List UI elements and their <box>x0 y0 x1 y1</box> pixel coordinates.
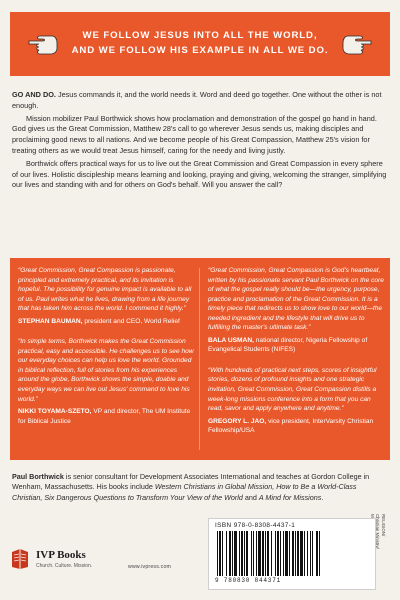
banner-line-2: AND WE FOLLOW HIS EXAMPLE IN ALL WE DO. <box>71 45 329 56</box>
endorser-name: BALA USMAN, <box>208 336 254 344</box>
author-bio-end: . <box>321 492 324 502</box>
isbn-label: ISBN 978-0-8308-4437-1 <box>215 522 296 529</box>
endorsement-attribution <box>208 417 386 436</box>
barcode-digits: 9 780830 844371 <box>215 577 282 584</box>
tagline-banner <box>10 12 390 76</box>
endorser-title: national director, Nigeria Fellowship of Evangelical Students (NIFES) <box>208 336 368 354</box>
ivp-logo-icon <box>10 548 30 570</box>
endorsement-attribution <box>18 407 196 426</box>
pointing-hand-right-icon <box>28 32 58 56</box>
author-book-last: A Mind for Missions <box>258 492 322 502</box>
endorser-title: president and CEO, World Relief <box>82 317 180 325</box>
endorsement-quote: “With hundreds of practical next steps, scores of insightful stories, dozens of profound insights and one strategic invitation, Great Commission, Great Compassion distills a week-long missions conference into a form that you can read, savor and apply anywhere and anytime.” <box>208 366 377 413</box>
description-paragraph-3: Borthwick offers practical ways for us to live out the Great Commission and Great Compassion in every sphere of our lives. Holistic discipleship means learning and looking, praying and giving, welcoming the stranger, simplifying our lives and standing with and for others on God's behalf. Will you answer the call? <box>12 158 387 190</box>
author-bio-text: is senior consultant for Development Associates International and teaches at Gordon College in Wenham, Massachusetts. His books include <box>12 472 370 492</box>
endorsement-attribution <box>18 317 196 327</box>
description <box>12 90 388 193</box>
column-divider <box>199 268 200 450</box>
endorsement-quote: “In simple terms, Borthwick makes the Great Commission practical, easy and accessible. He challenges us to see how our everyday choices can help us love the world. Grounded in biblical reflection, full of stories from his experiences around the globe, Borthwick shows the simple, doable and everyday ways we can live out Jesus' command to love his world.” <box>18 338 194 403</box>
endorsement-attribution <box>208 336 386 355</box>
endorsement-quote: “Great Commission, Great Compassion is passionate, principled and extremely practical, and its invitation is hopeful. The possibility for genuine impact is available to all of us. Paul writes what he lives, drawing from a life journey that has taken him across the world. I commend it highly.” <box>18 267 192 313</box>
barcode-icon <box>215 531 371 576</box>
endorsement-quote: “Great Commission, Great Compassion is God's heartbeat, written by his passionate servant Paul Borthwick on the core of what the gospel really should be—the urgency, purpose, practice and proclamation of the Great Commission. It is a timely piece that redirects us to show love to our world—the needed ingredient and the lifestyle that will drive us to fulfilling the master's ultimate task.” <box>208 267 384 332</box>
endorser-name: GREGORY L. JAO, <box>208 417 267 425</box>
publisher-website-link[interactable]: www.ivpress.com <box>128 564 172 570</box>
author-name: Paul Borthwick <box>12 472 64 481</box>
banner-text <box>72 29 329 59</box>
pointing-hand-left-icon <box>342 32 372 56</box>
author-bio <box>12 472 388 503</box>
banner-line-1: WE FOLLOW JESUS INTO ALL THE WORLD, <box>82 30 318 42</box>
endorsements-panel <box>10 258 390 460</box>
endorser-title: vice president, InterVarsity Christian Fellowship/USA <box>208 417 374 435</box>
publisher-name: IVP Books <box>36 549 86 561</box>
description-paragraph-2: Mission mobilizer Paul Borthwick shows how proclamation and demonstration of the gospel go hand in hand. God gives us the Great Commission, Matthew 28's call to go wherever Jesus sends us, making disciples and proclaiming good news to all nations. And we become people of his Great Compassion, Matthew 25's vision for treating others as we would treat Jesus himself, caring for the needy and living justly. <box>12 113 377 155</box>
category-line-2: Christian Ministry/ <box>375 514 381 549</box>
isbn-barcode-box <box>208 518 376 590</box>
lead-in: GO AND DO. <box>12 90 56 99</box>
endorser-name: STEPHAN BAUMAN, <box>18 317 83 325</box>
author-books: Western Christians in Global Mission, How to Be a World-Class Christian, Six Dangerous Questions to Transform Your View of the World <box>12 482 357 502</box>
publisher-tagline: Church. Culture. Mission. <box>36 563 93 569</box>
endorser-title: VP and director, The UM Institute for Biblical Justice <box>18 408 191 425</box>
endorser-name: NIKKI TOYAMA-SZETO, <box>18 408 92 416</box>
description-paragraph-1 <box>12 90 388 112</box>
category-line-1: RELIGION/ <box>381 514 386 537</box>
description-paragraph-1-body: Jesus commands it, and the world needs it. Word and deed go together. One without the other is not enough. <box>12 90 382 110</box>
author-bio-conjunction: and <box>242 492 259 502</box>
endorsements-column-right <box>208 266 386 447</box>
endorsements-column-left <box>18 266 196 437</box>
